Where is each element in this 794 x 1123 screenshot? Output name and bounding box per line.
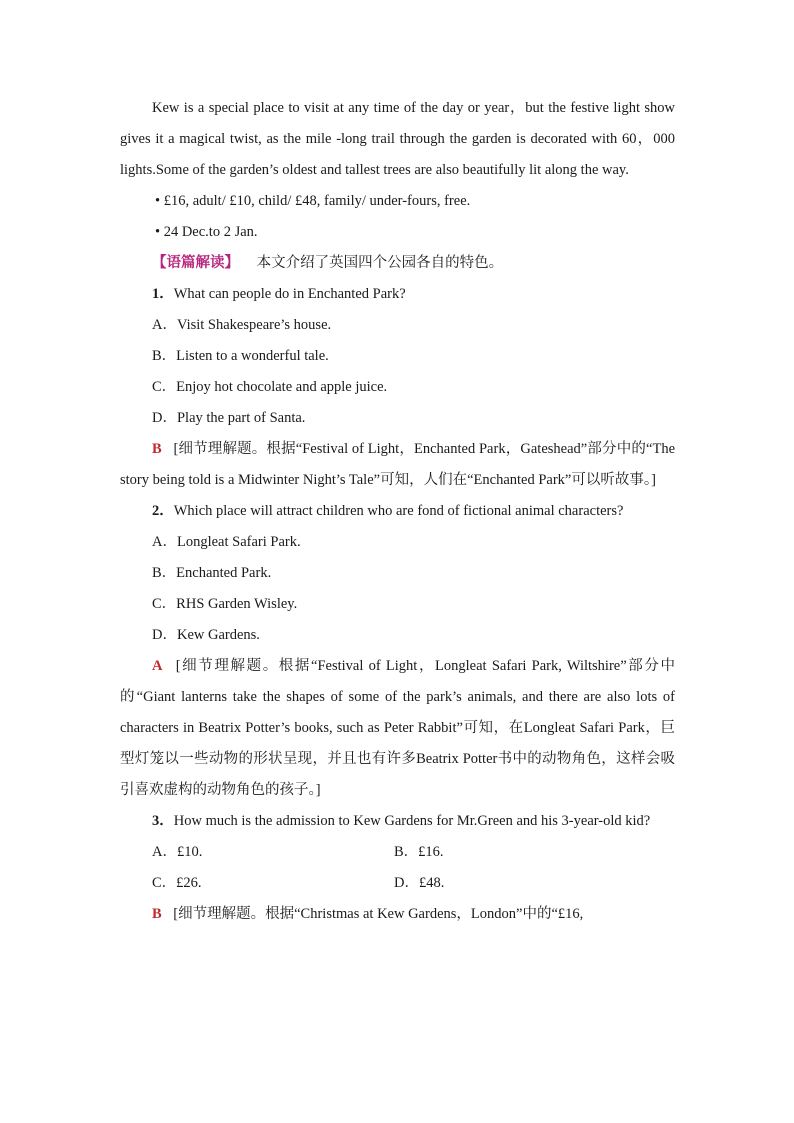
- options-row-1: [120, 837, 675, 868]
- explanation-text: [细节理解题。根据“Festival of Light，Enchanted Park，Gateshead”部分中的“The story being told is a Midwinter Night’s Tale”可知，人们在“Enchanted Park”可以听故事。]: [120, 441, 676, 488]
- question-number: 3．: [152, 813, 174, 829]
- question-number: 1．: [152, 286, 174, 302]
- passage-paragraph: Kew is a special place to visit at any time of the day or year，but the festive light show gives it a magical twist, as the mile -long trail through the garden is decorated with 60，000 lights.Some of the garden’s oldest and tallest trees are also beautifully lit along the way.: [120, 100, 675, 178]
- question-number: 2．: [152, 503, 174, 519]
- answer-explanation-1: [120, 434, 675, 496]
- option-c: C．£26.: [152, 875, 202, 891]
- answer-letter: B: [152, 441, 162, 457]
- option-c: C．RHS Garden Wisley.: [152, 596, 298, 612]
- question-2: [120, 496, 675, 527]
- answer-letter: A: [152, 658, 163, 674]
- option-d: D．£48.: [394, 875, 445, 891]
- summary-line: [120, 248, 675, 279]
- summary-text: 本文介绍了英国四个公园各自的特色。: [256, 255, 504, 271]
- option-d: D．Play the part of Santa.: [152, 410, 306, 426]
- answer-letter: B: [152, 906, 162, 922]
- summary-tag: 【语篇解读】: [152, 255, 239, 271]
- document-content: [120, 93, 675, 930]
- question-1: [120, 279, 675, 310]
- question-text: What can people do in Enchanted Park?: [173, 286, 406, 302]
- options-row-2: [120, 868, 675, 899]
- answer-explanation-2: [120, 651, 675, 806]
- option-a: A．Longleat Safari Park.: [152, 534, 301, 550]
- option-a: A．Visit Shakespeare’s house.: [152, 317, 332, 333]
- explanation-text: [细节理解题。根据“Festival of Light，Longleat Safari Park, Wiltshire”部分中的“Giant lanterns take the shapes of some of the park’s animals, and there are also lots of characters in Beatrix Potter’s books, such as Peter Rabbit”可知，在Longleat Safari Park，巨型灯笼以一些动物的形状呈现，并且也有许多Beatrix Potter书中的动物角色，这样会吸引喜欢虚构的动物角色的孩子。]: [120, 658, 675, 798]
- date-bullet: • 24 Dec.to 2 Jan.: [155, 224, 258, 240]
- option-b: B．£16.: [394, 844, 444, 860]
- option-b: B．Enchanted Park.: [152, 565, 272, 581]
- option-a: A．£10.: [152, 844, 203, 860]
- question-3: [120, 806, 675, 837]
- answer-explanation-3: [120, 899, 675, 930]
- explanation-text: [细节理解题。根据“Christmas at Kew Gardens，London”中的“£16,: [173, 906, 584, 922]
- question-text: Which place will attract children who are fond of fictional animal characters?: [173, 503, 624, 519]
- option-c: C．Enjoy hot chocolate and apple juice.: [152, 379, 388, 395]
- question-text: How much is the admission to Kew Gardens for Mr.Green and his 3-year-old kid?: [173, 813, 651, 829]
- option-b: B．Listen to a wonderful tale.: [152, 348, 329, 364]
- price-bullet: • £16, adult/ £10, child/ £48, family/ under-fours, free.: [155, 193, 471, 209]
- option-d: D．Kew Gardens.: [152, 627, 260, 643]
